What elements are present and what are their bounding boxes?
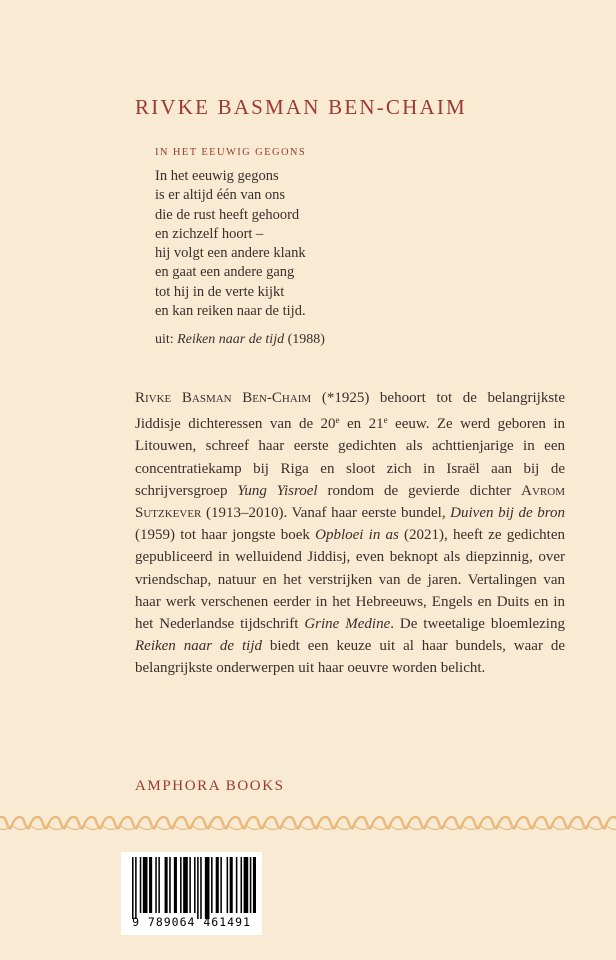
- barcode-bar: [169, 857, 171, 913]
- barcode-bar: [194, 857, 196, 913]
- barcode-bar: [211, 857, 213, 913]
- barcode-bar: [253, 857, 256, 913]
- bio-text: (1913–2010). Vanaf haar eerste bundel,: [201, 505, 451, 522]
- barcode-bar: [149, 857, 152, 913]
- bio-italic-term: Grine Medine: [304, 616, 391, 633]
- barcode-bar: [158, 857, 160, 913]
- barcode-bar: [132, 857, 134, 919]
- author-biography: [135, 387, 565, 680]
- bio-name: Avrom Sutzkever: [135, 482, 565, 522]
- barcode-bar: [241, 857, 243, 913]
- poem-line: tot hij in de verte kijkt: [155, 283, 285, 300]
- poem-source: [155, 332, 325, 348]
- poem-line: In het eeuwig gegons: [155, 168, 279, 184]
- poem-line: en kan reiken naar de tijd.: [155, 303, 306, 320]
- barcode-bar: [216, 857, 219, 913]
- barcode-bar: [189, 857, 191, 913]
- ornament-wave: [0, 817, 616, 829]
- poem: [155, 167, 306, 321]
- bio-text: biedt een keuze uit al haar bundels, waar de belangrijkste onderwerpen uit haar oeuvre worden belicht.: [135, 638, 565, 677]
- source-prefix: uit:: [155, 332, 178, 347]
- bio-superscript: e: [383, 415, 388, 426]
- poem-title: IN HET EEUWIG GEGONS: [155, 147, 307, 158]
- decorative-wave-border: [0, 812, 616, 838]
- ornament-wave: [0, 825, 616, 830]
- source-book-title: Reiken naar de tijd: [177, 332, 285, 347]
- barcode-bar: [165, 857, 168, 913]
- barcode-bar: [197, 857, 199, 919]
- barcode-bar: [143, 857, 148, 913]
- bio-text: (2021), heeft ze gedichten gepubliceerd in welluidend Jiddisj, even beknopt als diepzinnig, over vriendschap, natuur en het verstrijken van de jaren. Vertalingen van haar werk verschenen eerder in het Hebreeuws, Engels en Duits en in het Nederlandse tijdschrift: [135, 527, 565, 633]
- poem-line: en gaat een andere gang: [155, 264, 295, 281]
- bio-text: (*1925) behoort tot de belangrijkste Jiddisje dichteressen van de 20: [135, 390, 565, 433]
- bio-superscript: e: [335, 415, 340, 426]
- bio-italic-term: Reiken naar de tijd: [135, 638, 262, 655]
- barcode-bar: [244, 857, 249, 913]
- barcode-bar: [205, 857, 210, 919]
- poem-line: is er altijd één van ons: [155, 187, 286, 204]
- barcode-bar: [174, 857, 177, 913]
- barcode-bar: [220, 857, 222, 913]
- bio-text: . De tweetalige bloemlezing: [390, 616, 565, 633]
- barcode-bar: [140, 857, 142, 913]
- barcode-bar: [135, 857, 137, 919]
- author-name: RIVKE BASMAN BEN-CHAIM: [135, 95, 467, 119]
- bio-text: rondom de gevierde dichter: [317, 482, 522, 499]
- publisher-name: AMPHORA BOOKS: [135, 778, 285, 794]
- barcode-bar: [180, 857, 182, 913]
- barcode-bar: [183, 857, 188, 913]
- barcode-bar: [155, 857, 157, 913]
- isbn-number: 9 789064 461491: [132, 915, 251, 929]
- poem-line: hij volgt een andere klank: [155, 245, 306, 262]
- barcode-bar: [236, 857, 238, 913]
- poem-line: die de rust heeft gehoord: [155, 206, 300, 223]
- bio-text: en 21: [339, 416, 384, 433]
- barcode-bar: [227, 857, 229, 913]
- source-year: (1988): [284, 332, 325, 347]
- barcode-bar: [250, 857, 252, 913]
- bio-text: (1959) tot haar jongste boek: [135, 527, 316, 544]
- bio-italic-term: Duiven bij de bron: [450, 505, 565, 522]
- bio-italic-term: Opbloei in as: [315, 527, 399, 544]
- bio-italic-term: Yung Yisroel: [237, 482, 318, 499]
- poem-line: en zichzelf hoort –: [155, 225, 264, 242]
- bio-text: eeuw. Ze werd geboren in Litouwen, schreef haar eerste gedichten als achttienjarige in een concentratiekamp bij Riga en sloot zich in Israël aan bij de schrijversgroep: [135, 416, 565, 499]
- barcode-bar: [200, 857, 202, 919]
- isbn-barcode: [121, 852, 262, 935]
- barcode-bar: [230, 857, 233, 913]
- bio-name: Rivke Basman Ben-Chaim: [135, 390, 312, 406]
